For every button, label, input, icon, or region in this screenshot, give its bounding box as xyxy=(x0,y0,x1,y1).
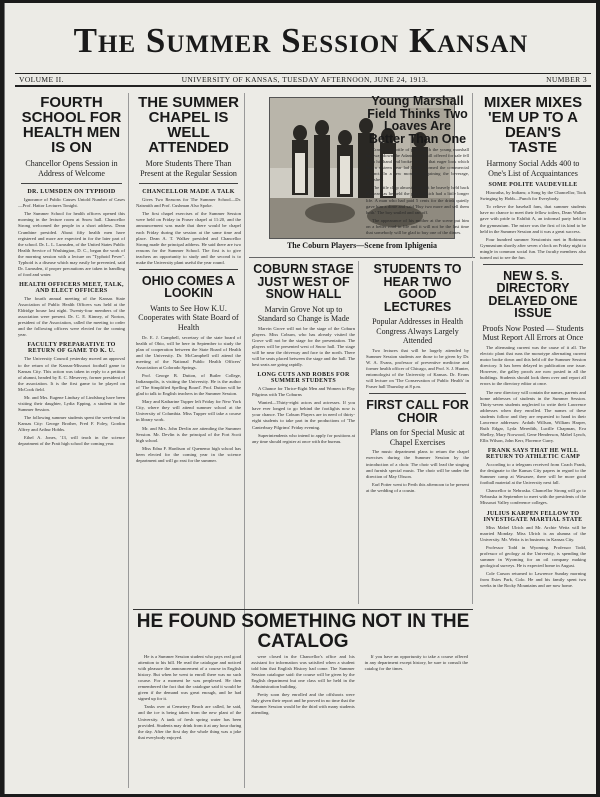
subdeck-karpen: JULIUS KARPEN FELLOW TO INVESTIGATE MARTIAL STATE xyxy=(483,510,583,523)
deck-directory: Proofs Now Posted — Students Must Report All Errors at Once xyxy=(482,323,584,343)
deck-ohio: Wants to See How K.U. Cooperates with State Board of Health xyxy=(138,303,239,333)
photo-caption: The Coburn Players—Scene from Iphigenia xyxy=(286,241,438,250)
article-text: Tanks over at Cemetery Beach are called, he said, and the ice is being taken from the new plant of the University. A tank of fresh spring water has been provided. Students may drink from it at any hour during the day. After the first day the whole thing was a joke that everybody enjoyed. xyxy=(138,704,242,740)
article-text: Hiawatha, by Indians; a Song by the Chancellor, Took Swinging by Hobb—Punch for Everybody. xyxy=(480,190,586,202)
article-body xyxy=(133,197,244,266)
article-text: Miss Edna F. Hardison of Quenemo high school has been elected for the coming year in the science department and will go east for the summer. xyxy=(136,445,241,463)
article-text: The music department plans to return the chapel exercises during the Summer Session by the introduction of a choir. The choir will lead the singing and furnish special music. The choir will be under the direction of May Olsson. xyxy=(366,449,469,479)
article-text: The appearance of his mother at the scene put him on a better road in life and it will not be the last time that somebody will be glad to buy one of the dimes. xyxy=(366,217,469,235)
article-body xyxy=(249,326,358,368)
article-body xyxy=(477,345,589,444)
headline-directory: NEW S. S. DIRECTORY DELAYED ONE ISSUE xyxy=(488,268,578,321)
article-body xyxy=(133,335,244,464)
article-text: A Chance for Thrice-Eight Men and Women to Play Pilgrims with The Coburns xyxy=(252,386,355,398)
article-body xyxy=(15,356,128,447)
article-text: He is a Summer Session student who pays real good attention to his bill. He read the catalogue and noticed with pleasure the announcement of a course in English history. But when he went to enroll there was no such course. For a moment he was perplexed. He then remembered the fact that the catalogue said it would be given if the demand was great enough, and he had signed up for it. xyxy=(138,653,242,702)
deck-choir: Plans on for Special Music at Chapel Exercises xyxy=(370,428,465,447)
article-text: The University Council yesterday moved an approval to the return of the Kansas-Missouri football game to Kansas City. This action was taken in reply to a petition of alumni, headed by E. C. Meservey, former president of the association. It is the first game to be played on McCook field. xyxy=(18,356,125,392)
article-body xyxy=(363,147,472,236)
article-text: Mr. and Mrs. John Devlin are attending the Summer Session. Mr. Devlin is the principal of the Fort Scott high school. xyxy=(136,425,241,443)
divider xyxy=(369,393,466,394)
article-text: Chancellor to Nebraska. Chancellor Strong will go to Nebraska in September to meet with the presidents of the Missouri Valley conference colleges. xyxy=(480,488,586,506)
article-text: If you have an opportunity to take a course offered in any department except history, be sure to consult the catalog for the times. xyxy=(364,653,468,671)
article-body xyxy=(248,654,357,743)
banner-columns xyxy=(133,654,473,743)
deck-more-students: More Students There Than Present at the Regular Session xyxy=(140,159,237,178)
article-body xyxy=(362,654,471,743)
article-text: Wanted—Thirty-eight actors and actresses. If you have ever longed to go behind the footlights now is your chance. The Coburn Players are in need of thirty-eight students to take part in the productions of 'The Canterbury Pilgrims' Friday evening. xyxy=(252,400,355,430)
headline-coburn-stage: COBURN STAGE JUST WEST OF SNOW HALL xyxy=(253,262,354,301)
date-label: UNIVERSITY OF KANSAS, TUESDAY AFTERNOON, JUNE 24, 1913. xyxy=(181,75,429,84)
article-text: Crash! the bottle of pop which the young marshall hall way down the Adams street hill offered for sale fell from his hand and broke. With it that eager look which lent a sixteen year lad hardly formed the commercial instinct. In a few moments regaining the beverage, vanished. xyxy=(366,147,469,183)
article-text: To relieve the baseball fans, that summer students have no chance to meet their fellow toilers, Dean Walker gave with pride to Exhibit A, an informal party held in the gymnasium. The mixer was the first of its kind to be held in the Summer Session and it was a great success. xyxy=(480,204,586,234)
headline-catalog: HE FOUND SOMETHING NOT IN THE CATALOG xyxy=(136,611,470,652)
article-body xyxy=(249,386,358,445)
masthead-title: The Summer Session Kansan xyxy=(73,21,529,60)
headline-marshall-field: Young Marshall Field Thinks Two Loaves Are Better Than One xyxy=(367,94,468,146)
deck-marvin-grove: Marvin Grove Not up to Standard so Change is Made xyxy=(257,304,350,324)
article-body xyxy=(477,462,589,506)
article-text: The little chap almost cried but he bravely held back the tears as he held the paper which had a little longer life. A man who had paid 5 cents for the drink quietly gave him a dime and said 'Buy two more and sell them both.' The boy smiled and ran off. xyxy=(366,185,469,215)
article-text: Ignorance of Public Causes Untold Number of Cases—Prof. Hattor Lectures Tonight. xyxy=(18,197,125,209)
column-4-top xyxy=(363,93,473,258)
article-text: Mary and Katharine Tupper left Friday for New York City, where they will attend summer school at the University of Columbia. Miss Tupper will take a course in library work. xyxy=(136,399,241,423)
subdeck-frank: FRANK SAYS THAT HE WILL RETURN TO ATHLETIC CAMP xyxy=(485,448,581,461)
headline-ohio: OHIO COMES A LOOKIN xyxy=(141,273,236,301)
article-text: Prof. George B. Dutton, of Butler College, Indianapolis, is visiting the University. He is the author of 'The Simplified Spelling Board'. Prof. Dutton will be glad to talk to English teachers in the Summer Session. xyxy=(136,373,241,397)
banner-article xyxy=(133,609,473,794)
article-text: According to a telegram received from Coach Frank, the designate to the Kansas City papers in regard to the Summer camp at Wawasee, there will be more good football material at the University next fall. xyxy=(480,462,586,486)
article-text: Miss Mabel Ulrich and Mr. Archie Weitz will be married Monday. Miss Ulrich is an alumna of the University. Mr. Weitz is in business in Kansas City. xyxy=(480,524,586,542)
article-text: Ethel A. Jones, '13, will teach in the science department of the Pratt high school the coming year. xyxy=(18,435,125,447)
headline-choir: FIRST CALL FOR CHOIR xyxy=(366,398,469,425)
divider xyxy=(21,183,122,184)
volume-label: VOLUME II. xyxy=(19,75,64,84)
deck-chancellor-welcome: Chancellor Opens Session in Address of Welcome xyxy=(25,159,118,178)
article-text: Dr. E. J. Campbell, secretary of the state board of health of Ohio, will be here in September to study the plan of cooperation between the State Board of Health and the University. Dr. McCampbell will attend the meeting of the National Public Health Officers' Association at Colorado Springs. xyxy=(136,334,241,370)
subdeck-long-cuts: LONG CUTS AND ROBES FOR SUMMER STUDENTS xyxy=(257,372,350,385)
subdeck-chancellor-talk: CHANCELLOR MADE A TALK xyxy=(142,189,235,196)
article-text: Professor Todd in Wyoming. Professor Todd, professor of geology at the University, is spending the summer in Wyoming for an oil company making geological surveys. He is expected home in August. xyxy=(480,544,586,568)
divider xyxy=(483,264,583,265)
article-text: Four hundred summer Sessionists met in Robinson Gymnasium shortly after seven o'clock on Friday night to mingle in common social fun. The faculty members also turned out to see the fun. xyxy=(480,236,586,260)
article-text: The first chapel exercises of the Summer Session were held on Friday in Fraser chapel at 11:20, and the announcement was made that there would be chapel each Friday during the session at the same time and place. Dean A. T. Walker presided and Chancellor Strong made the principal address. He said there are two reasons for the Summer School. The first is to give teachers an opportunity to study and the second is to make the University plant useful the year round. xyxy=(136,211,241,265)
article-text: Cole Carson returned to Lawrence Sunday morning from Estes Park, Colo. He and his family spent two weeks in the Rocky Mountains and are now home. xyxy=(480,570,586,589)
subdeck-faculty: FACULTY PREPARATIVE TO RETURN OF GAME TO K. U. xyxy=(27,342,116,355)
article-text: The Summer School for health officers opened this morning in the lecture room at Snow hall. Chancellor Strong welcomed the people in a short address. Dean Crumbine presided. About fifty health men have registered and more are expected in for the later part of the school. Dr. L. L. Lumsden, of the United States Public Health Service of Washington, D. C., began the work of the morning session with a lecture on "Typhoid Fever". Typhoid is a disease which may easily be prevented, said Dr. Lumsden, if proper precautions are taken in handling of food and water. xyxy=(18,211,125,277)
article-text: The following summer students spent the week-end in Kansas City: George Brother, Fred F. Foley, Gordon Alfrey and Arthur Hobbs. xyxy=(18,415,125,433)
column-3 xyxy=(249,261,359,604)
headline-two-lectures: STUDENTS TO HEAR TWO GOOD LECTURES xyxy=(373,262,462,314)
headline-mixer: MIXER MIXES 'EM UP TO A DEAN'S TASTE xyxy=(483,94,583,156)
article-text: Pretty soon they enrolled and the offshoots were duly given their report and he proved in no time that the Summer Session would be the third with many students attending. xyxy=(251,692,355,716)
article-text: Gives Two Reasons for The Summer School—Dr. Naismith and Prof. Cushman Also Spoke. xyxy=(136,197,241,209)
article-text: Mr. and Mrs. Eugene Lindsay of Lindsborg have been visiting their daughter, Lydia Epping, a student in the Summer Session. xyxy=(18,394,125,412)
dateline xyxy=(15,73,591,87)
article-text: The new directory will contain the names, parents and home addresses of students in the Summer Session. Thirty-seven students neglected to write their Lawrence addresses when they enrolled. The names of these students follow and they are requested to hand in their Lawrence addresses: Ardath Willson, William Harper, Ruth Edgar, Lyda Meredith, Lucille Chapman, Eva Shelley, Mary Norwood, Gene Henderson, Mabel Lynch, Ellis Wilson, John Kerr, Florence Curry. xyxy=(480,389,586,443)
article-text: Earl Potter went to Perth this afternoon to be present at the wedding of a cousin. xyxy=(366,481,469,493)
subdeck-vaudeville: SOME POLITE VAUDEVILLE xyxy=(488,182,578,189)
headline-health-school: FOURTH SCHOOL FOR HEALTH MEN IS ON xyxy=(21,94,122,156)
article-body xyxy=(363,449,472,493)
deck-harmony-social: Harmony Social Adds 400 to One's List of Acquaintances xyxy=(486,159,580,178)
article-text: Superintendents who intend to apply for positions at any time should register at once with the bureau. xyxy=(252,432,355,444)
column-5 xyxy=(477,93,589,788)
article-body xyxy=(477,190,589,261)
divider xyxy=(139,183,238,184)
deck-popular-addresses: Popular Addresses in Health Congress Always Largely Attended xyxy=(372,317,463,346)
subdeck-typhoid: DR. LUMSDEN ON TYPHOID xyxy=(27,189,116,196)
article-body xyxy=(15,197,128,278)
column-4 xyxy=(363,261,473,604)
article-text: Two lectures that will be largely attended by Summer Session students are those to be given by Dr. W. A. Evans, professor of preventive medicine and former health officer of Chicago, and Prof. S. J. Hunter, entomologist of the University of Kansas. Dr. Evans will lecture on 'The Conservation of Public Health' in Fraser hall Thursday at 8 p.m. xyxy=(366,347,469,390)
headline-summer-chapel: THE SUMMER CHAPEL IS WELL ATTENDED xyxy=(138,94,239,156)
article-text: The fourth annual meeting of the Kansas State Association of Public Health Officers was held at the Eldridge house last night. Twenty-four members of the association were present. Dr. C. E. Kinney, of Norton, president of the Association, called the meeting to order and the following officers were elected for the coming year. xyxy=(18,296,125,338)
article-body xyxy=(363,348,472,390)
newspaper-page xyxy=(4,3,596,794)
issue-number: NUMBER 3 xyxy=(546,75,587,84)
article-text: The alternating current was the cause of it all. The electric plant that runs the monotype alternating current motor broke down and this held off the Summer Session directory. It has been delayed in publication one issue. However, the galley proofs are now posted in all the buildings. Students should look them over and report all errors to the directory editor at once. xyxy=(480,345,586,387)
article-body xyxy=(477,525,589,590)
subdeck-officers: HEALTH OFFICERS MEET, TALK, AND ELECT OFFICERS xyxy=(19,282,124,294)
article-text: were closed in the Chancellor's office and his assistant for information was satisfied when a student told him that English History had come. The Summer Session catalogue said: the course will be given by the English department but one class will be held in the Administration building. xyxy=(251,653,355,690)
article-body xyxy=(15,296,128,338)
divider xyxy=(139,269,238,270)
article-text: Marvin Grove will not be the stage of the Coburn players. Miss Coburn, who has already visited the Grove will not be the stage for the presentation. The players will be presented west of Snow hall. The stage will be near the driveway and face to the north. There will be seats placed between the stage and the hall. The best seats are going rapidly. xyxy=(252,325,355,368)
column-1 xyxy=(15,93,129,788)
article-body xyxy=(135,654,244,743)
